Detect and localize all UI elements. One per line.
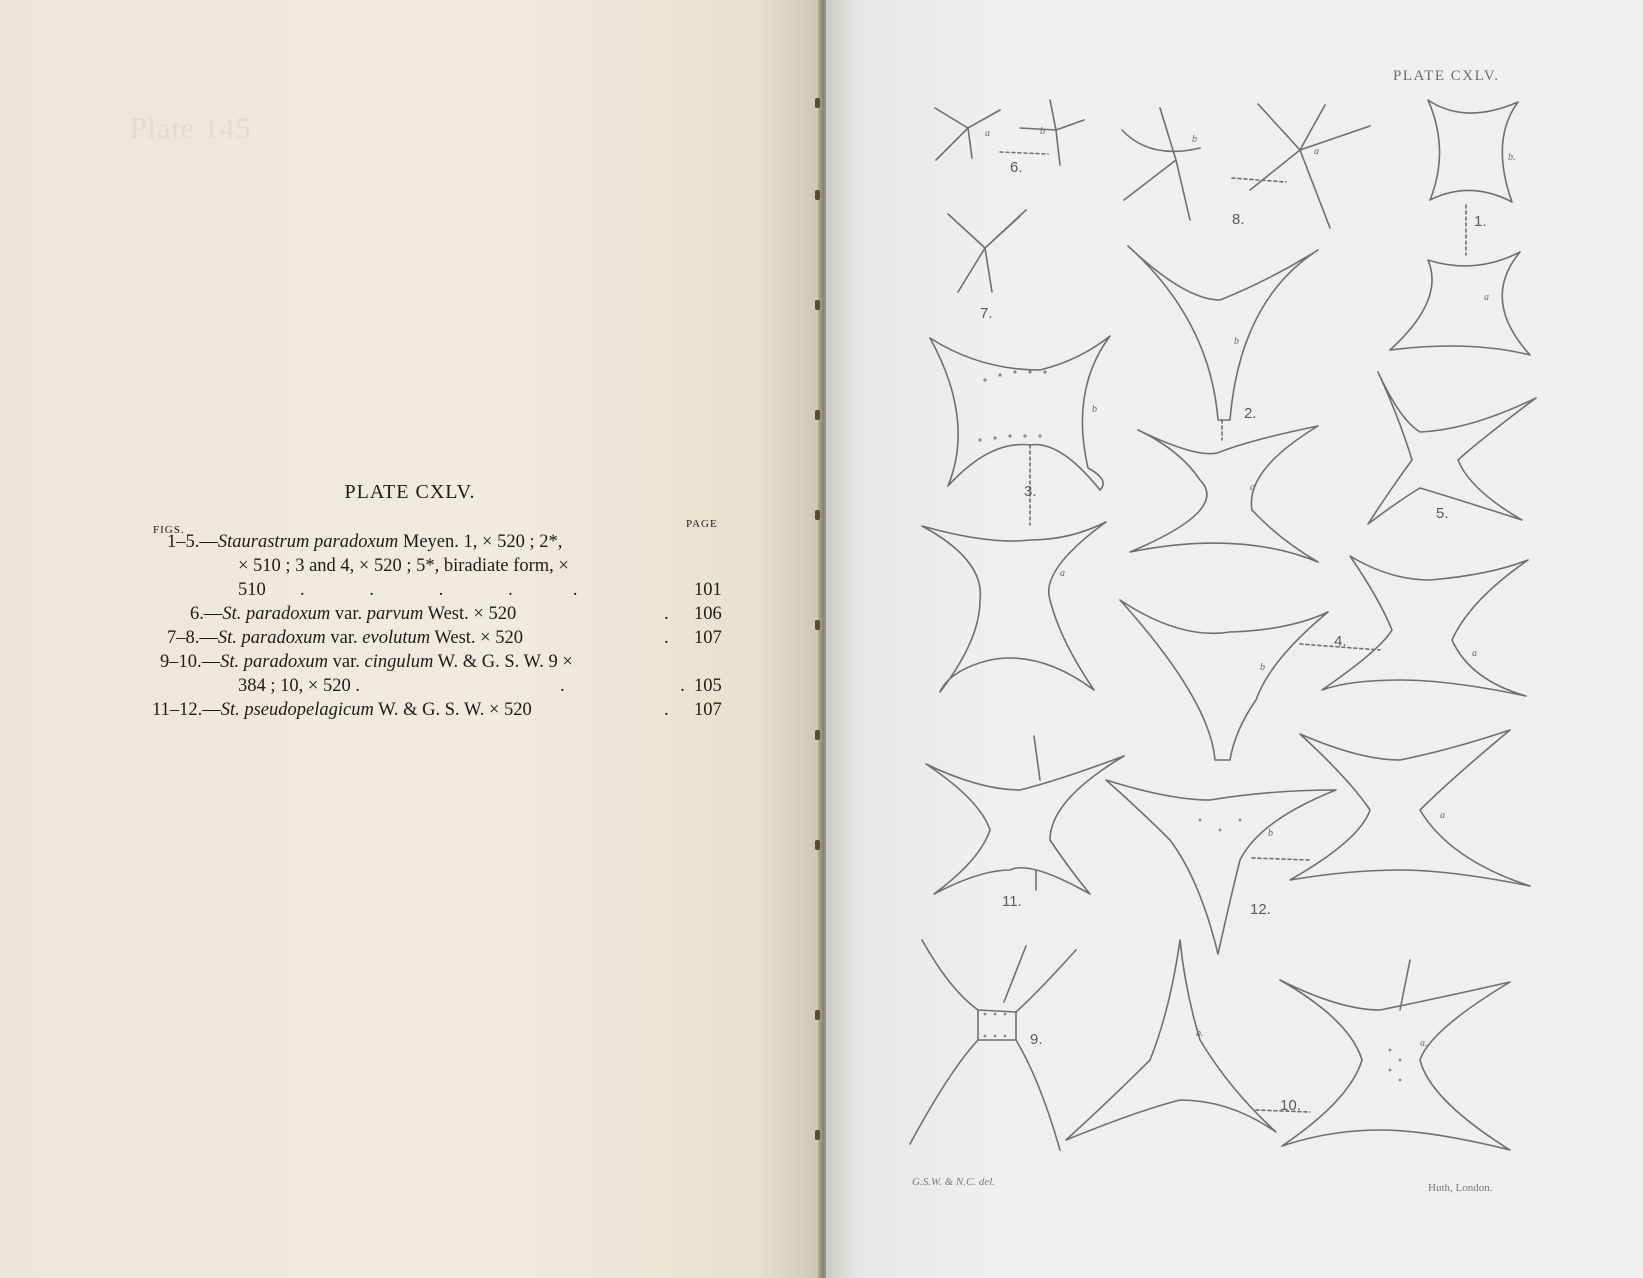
page-number-3: 107: [694, 628, 722, 648]
legend-entry-1-continued: × 510 ; 3 and 4, × 520 ; 5*, biradiate form, ×: [238, 556, 569, 576]
binding-stitch: [815, 410, 820, 420]
page-number-4: 105: [694, 676, 722, 696]
binding-stitch: [815, 730, 820, 740]
figure-label-b: b: [1040, 126, 1045, 137]
legend-entry-2: 6.—St. paradoxum var. parvum West. × 520: [190, 604, 517, 624]
legend-entry-4-continued: 384 ; 10, × 520 .: [238, 676, 360, 696]
figure-label-a: a: [1484, 292, 1489, 303]
figure-6-drawing: [935, 100, 1084, 165]
figure-1-drawing: [1390, 100, 1530, 355]
figure-label-b: b: [1092, 404, 1097, 415]
binding-stitch: [815, 620, 820, 630]
legend-entry-5: 11–12.—St. pseudopelagicum W. & G. S. W. × 520: [152, 700, 532, 720]
figure-label-b: b: [1192, 134, 1197, 145]
figure-number-7: 7.: [980, 305, 993, 322]
figure-label-b: b.: [1196, 1028, 1204, 1039]
figure-label-a: a: [1472, 648, 1477, 659]
credit-artist: G.S.W. & N.C. del.: [912, 1176, 996, 1188]
figure-label-b: b.: [1508, 152, 1516, 163]
binding-stitch: [815, 840, 820, 850]
figure-3-drawing: [922, 336, 1110, 692]
figure-2-drawing: [1128, 246, 1318, 562]
binding-stitch: [815, 1010, 820, 1020]
figure-10-drawing: [1280, 960, 1510, 1150]
binding-stitch: [815, 98, 820, 108]
figure-label-a: a: [985, 128, 990, 139]
figure-4-drawing: [1120, 556, 1528, 760]
figure-label-a: a.: [1420, 1038, 1428, 1049]
leader-dot: .: [664, 604, 669, 624]
figure-label-a: a: [1440, 810, 1445, 821]
figure-7-drawing: [948, 210, 1026, 292]
figure-12-drawing: [1106, 730, 1530, 954]
legend-entry-1: 1–5.—Staurastrum paradoxum Meyen. 1, × 520 ; 2*,: [167, 532, 563, 552]
figure-label-a: a: [1314, 146, 1319, 157]
binding-stitch: [815, 510, 820, 520]
figure-number-6: 6.: [1010, 159, 1023, 176]
page-number-1: 101: [694, 580, 722, 600]
page-number-2: 106: [694, 604, 722, 624]
legend-entry-1-continued-2: 510: [238, 580, 266, 600]
figure-label-a: a: [1250, 482, 1255, 493]
figure-number-4: 4.: [1334, 633, 1347, 650]
figure-number-1: 1.: [1474, 213, 1487, 230]
figure-number-10: 10.: [1280, 1097, 1301, 1114]
binding-stitch: [815, 190, 820, 200]
figure-5-drawing: [1368, 372, 1536, 524]
figure-number-2: 2.: [1244, 405, 1257, 422]
leader-dot: .: [664, 628, 669, 648]
figure-label-a: a: [1060, 568, 1065, 579]
plate-illustration: [826, 0, 1643, 1278]
figure-number-3: 3.: [1024, 483, 1037, 500]
page-column-header: PAGE: [686, 518, 718, 530]
figure-number-9: 9.: [1030, 1031, 1043, 1048]
binding-stitch: [815, 1130, 820, 1140]
figure-number-11: 11.: [1002, 893, 1022, 910]
figure-label-b: b: [1234, 336, 1239, 347]
leader-dots: . .: [560, 676, 685, 696]
figure-8-drawing: [1122, 104, 1370, 228]
figure-10-b-drawing: [1066, 940, 1310, 1140]
leader-dots: . . . . .: [300, 580, 578, 600]
page-number-5: 107: [694, 700, 722, 720]
plate-title-right: PLATE CXLV.: [1393, 68, 1500, 84]
figure-label-b: b: [1260, 662, 1265, 673]
figure-number-12: 12.: [1250, 901, 1271, 918]
figure-number-5: 5.: [1436, 505, 1449, 522]
figure-label-b: b: [1268, 828, 1273, 839]
figure-11-drawing: [926, 736, 1124, 894]
plate-title: PLATE CXLV.: [344, 481, 476, 503]
figure-9-drawing: [910, 940, 1076, 1150]
legend-entry-4: 9–10.—St. paradoxum var. cingulum W. & G. S. W. 9 ×: [160, 652, 573, 672]
credit-printer: Huth, London.: [1428, 1182, 1493, 1194]
figs-column-header: FIGS.: [153, 524, 185, 536]
binding-stitch: [815, 300, 820, 310]
left-page: [0, 0, 820, 1278]
show-through-ghost-text: Plate 145: [130, 112, 252, 145]
legend-entry-3: 7–8.—St. paradoxum var. evolutum West. × 520: [167, 628, 523, 648]
leader-dot: .: [664, 700, 669, 720]
figure-number-8: 8.: [1232, 211, 1245, 228]
